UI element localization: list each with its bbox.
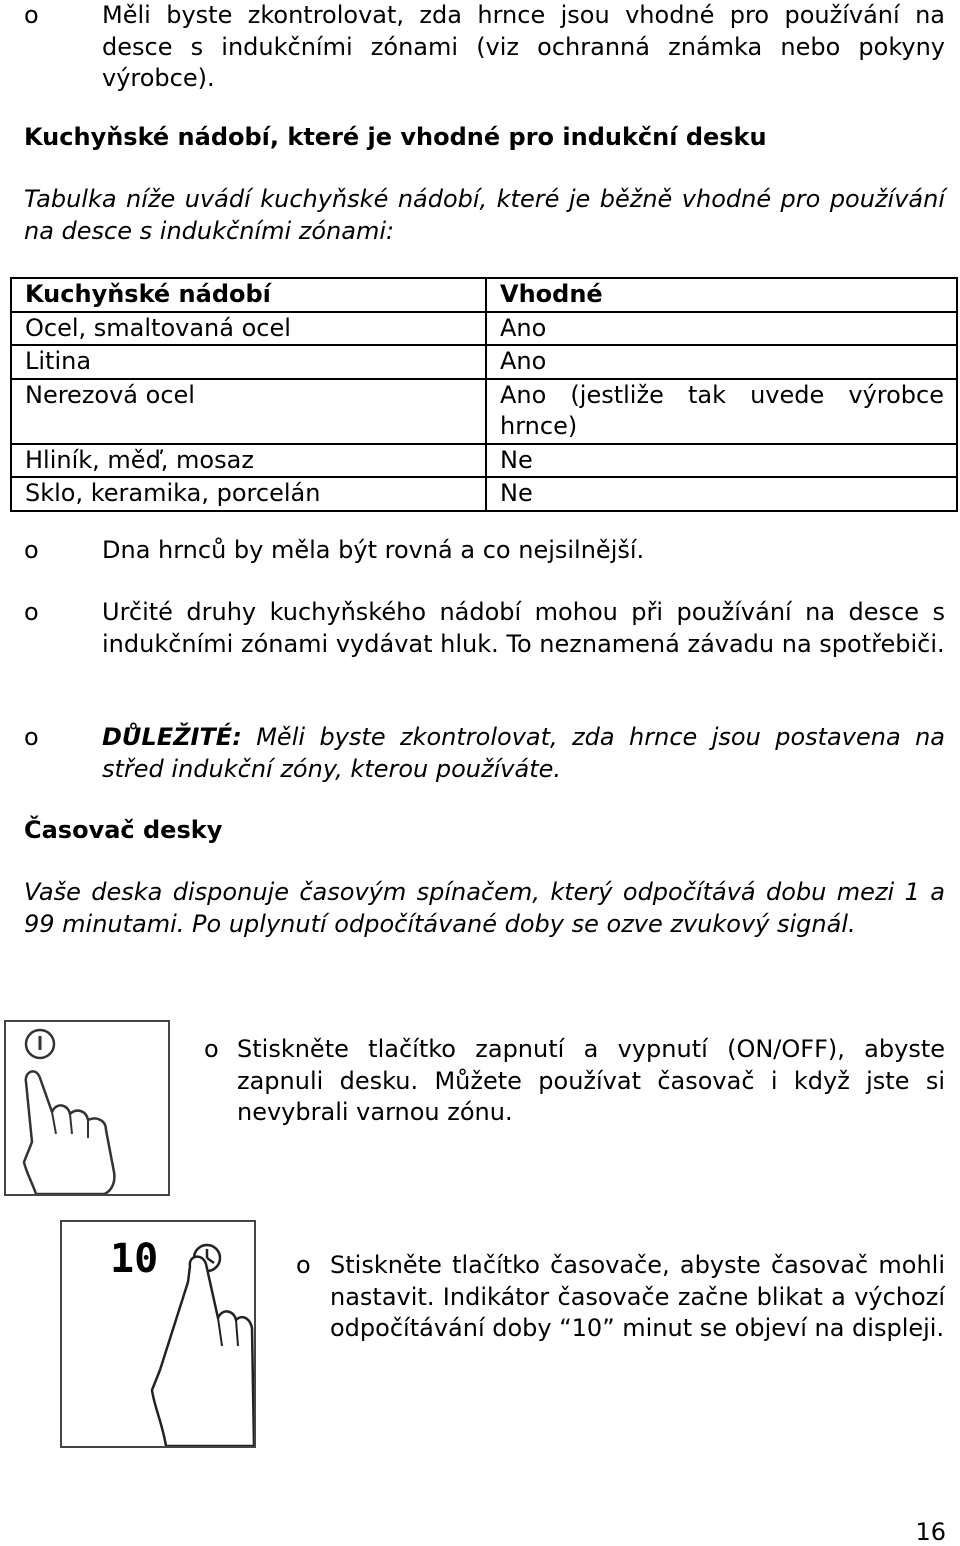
table-cell: Ano xyxy=(486,312,957,346)
important-label: DŮLEŽITÉ: xyxy=(102,723,242,751)
table-cell: Ano (jestliže tak uvede výrobce hrnce) xyxy=(486,379,957,444)
table-row xyxy=(11,345,957,379)
table-cell: Ano xyxy=(486,345,957,379)
timer-heading: Časovač desky xyxy=(24,816,223,844)
table-header-row xyxy=(11,278,957,312)
table-row xyxy=(11,444,957,478)
table-cell: Hliník, měď, mosaz xyxy=(11,444,486,478)
table-header-suitable: Vhodné xyxy=(486,278,957,312)
table-cell: Nerezová ocel xyxy=(11,379,486,444)
timer-button-press-icon xyxy=(60,1220,256,1448)
bullet-marker: o xyxy=(24,536,39,564)
bullet-noise: Určité druhy kuchyňského nádobí mohou při používání na desce s indukčními zónami vydávat hluk. To neznamená závadu na spotřebiči. xyxy=(102,598,945,658)
bullet-marker: o xyxy=(24,723,39,751)
table-cell: Litina xyxy=(11,345,486,379)
step-power-text: Stiskněte tlačítko zapnutí a vypnutí (ON/OFF), abyste zapnuli desku. Můžete používat časovač i když jste si nevybrali varnou zónu. xyxy=(237,1035,945,1126)
bullet-flat-bottom: Dna hrnců by měla být rovná a co nejsilnější. xyxy=(102,536,645,564)
table-row xyxy=(11,379,957,444)
power-button-press-icon xyxy=(4,1020,170,1196)
table-row xyxy=(11,312,957,346)
table-cell: Ne xyxy=(486,444,957,478)
step-timer-text: Stiskněte tlačítko časovače, abyste časovač mohli nastavit. Indikátor časovače začne blikat a výchozí odpočítávání doby “10” minut se objeví na displeji. xyxy=(330,1251,945,1342)
table-cell: Ocel, smaltovaná ocel xyxy=(11,312,486,346)
cookware-heading: Kuchyňské nádobí, které je vhodné pro indukční desku xyxy=(24,123,767,151)
bullet-marker: o xyxy=(24,1,39,29)
bullet-marker: o xyxy=(204,1035,219,1063)
table-row xyxy=(11,477,957,511)
timer-intro: Vaše deska disponuje časovým spínačem, který odpočítává dobu mezi 1 a 99 minutami. Po uplynutí odpočítávané doby se ozve zvukový signál. xyxy=(24,878,945,938)
cookware-intro: Tabulka níže uvádí kuchyňské nádobí, které je běžně vhodné pro používání na desce s indukčními zónami: xyxy=(24,185,945,245)
timer-display-value: 10 xyxy=(110,1236,159,1282)
bullet-marker: o xyxy=(24,598,39,626)
important-text: Měli byste zkontrolovat, zda hrnce jsou postavena na střed indukční zóny, kterou používáte. xyxy=(102,723,945,783)
table-header-cookware: Kuchyňské nádobí xyxy=(11,278,486,312)
bullet-important xyxy=(102,722,945,785)
cookware-table xyxy=(10,277,958,512)
page-number: 16 xyxy=(915,1518,946,1546)
table-cell: Sklo, keramika, porcelán xyxy=(11,477,486,511)
table-cell: Ne xyxy=(486,477,957,511)
intro-bullet-text: Měli byste zkontrolovat, zda hrnce jsou vhodné pro používání na desce s indukčními zónami (viz ochranná známka nebo pokyny výrobce). xyxy=(102,1,945,92)
bullet-marker: o xyxy=(296,1251,311,1279)
